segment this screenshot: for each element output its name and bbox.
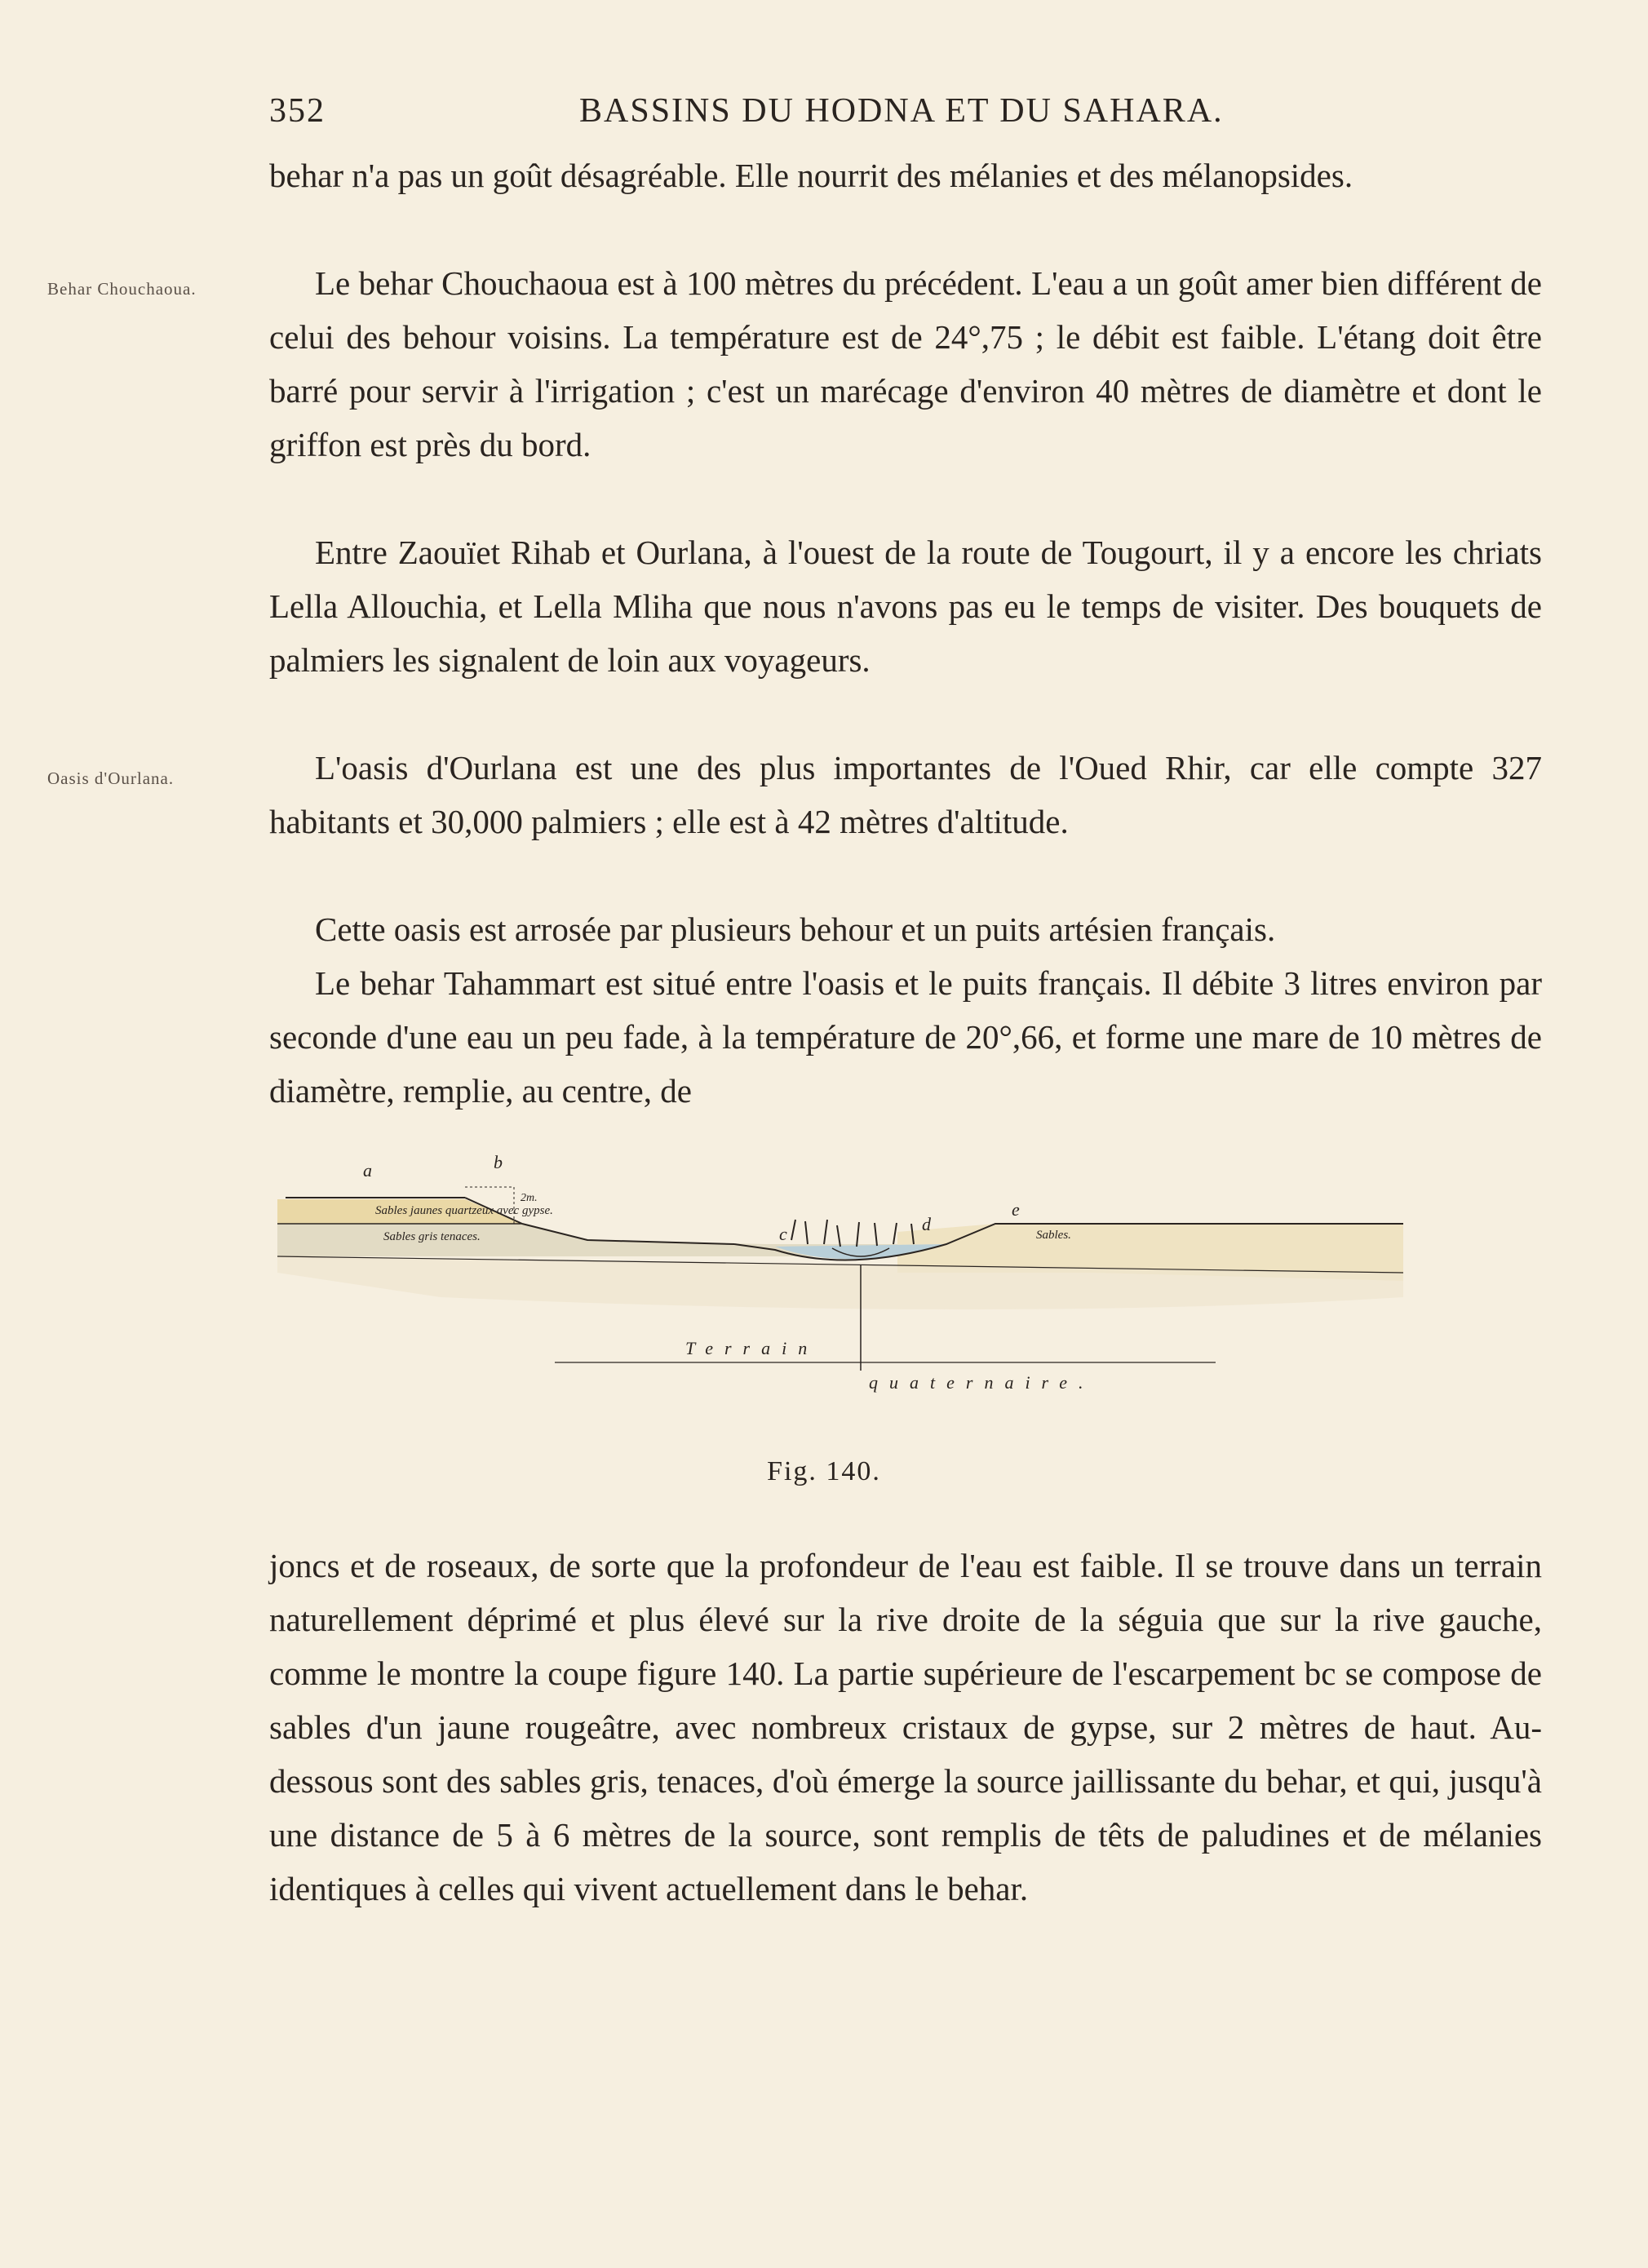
paragraph-1: behar n'a pas un goût désagréable. Elle nourrit des mélanies et des mélanopsides. xyxy=(269,157,1353,194)
label-height: 2m. xyxy=(521,1192,538,1204)
label-b: b xyxy=(494,1152,503,1172)
paragraph-6: Le behar Tahammart est situé entre l'oasis et le puits français. Il débite 3 litres environ par seconde d'une eau un peu fade, à la température de 20°,66, et forme une mare de 10 mètres de diamètre, remplie, au centre, de xyxy=(269,964,1542,1110)
label-c: c xyxy=(779,1224,787,1244)
label-layer-mid: Sables gris tenaces. xyxy=(383,1230,481,1243)
paragraph-3: Entre Zaouïet Rihab et Ourlana, à l'ouest de la route de Tougourt, il y a encore les chriats Lella Allouchia, et Lella Mliha que nous n'avons pas eu le temps de visiter. Des bouquets de palmiers les signalent de loin aux voyageurs. xyxy=(269,534,1542,679)
reeds xyxy=(791,1220,914,1247)
geological-section-figure xyxy=(277,1110,1420,1420)
page-number: 352 xyxy=(269,92,326,130)
paragraph-7: joncs et de roseaux, de sorte que la profondeur de l'eau est faible. Il se trouve dans un terrain naturellement déprimé et plus élevé sur la rive droite de la séguia que sur la rive gauche, comme le montre la coupe figure 140. La partie supérieure de l'escarpement bc se compose de sables d'un jaune rougeâtre, avec nombreux cristaux de gypse, sur 2 mètres de haut. Au-dessous sont des sables gris, tenaces, d'où émerge la source jaillissante du behar, et qui, jusqu'à une distance de 5 à 6 mètres de la source, sont remplis de têts de paludines et de mélanies identiques à celles qui vivent actuellement dans le behar. xyxy=(269,1547,1542,1907)
margin-note-behar-chouchaoua: Behar Chouchaoua. xyxy=(47,279,197,299)
figure-caption: Fig. 140. xyxy=(767,1456,881,1486)
label-sables: Sables. xyxy=(1036,1229,1071,1242)
label-e: e xyxy=(1012,1199,1020,1220)
running-title: BASSINS DU HODNA ET DU SAHARA. xyxy=(579,92,1224,130)
label-quaternaire: quaternaire. xyxy=(869,1372,1095,1393)
margin-note-oasis-ourlana: Oasis d'Ourlana. xyxy=(47,769,175,788)
label-terrain: Terrain xyxy=(685,1338,819,1358)
paragraph-4: L'oasis d'Ourlana est une des plus importantes de l'Oued Rhir, car elle compte 327 habitants et 30,000 palmiers ; elle est à 42 mètres d'altitude. xyxy=(269,749,1542,840)
paragraph-5: Cette oasis est arrosée par plusieurs behour et un puits artésien français. xyxy=(315,910,1276,948)
label-layer-top: Sables jaunes quartzeux avec gypse. xyxy=(375,1204,553,1217)
label-a: a xyxy=(363,1160,372,1181)
paragraph-2: Le behar Chouchaoua est à 100 mètres du précédent. L'eau a un goût amer bien différent de celui des behour voisins. La température est de 24°,75 ; le débit est faible. L'étang doit être barré pour servir à l'irrigation ; c'est un marécage d'environ 40 mètres de diamètre et dont le griffon est près du bord. xyxy=(269,264,1542,463)
label-d: d xyxy=(922,1214,931,1234)
